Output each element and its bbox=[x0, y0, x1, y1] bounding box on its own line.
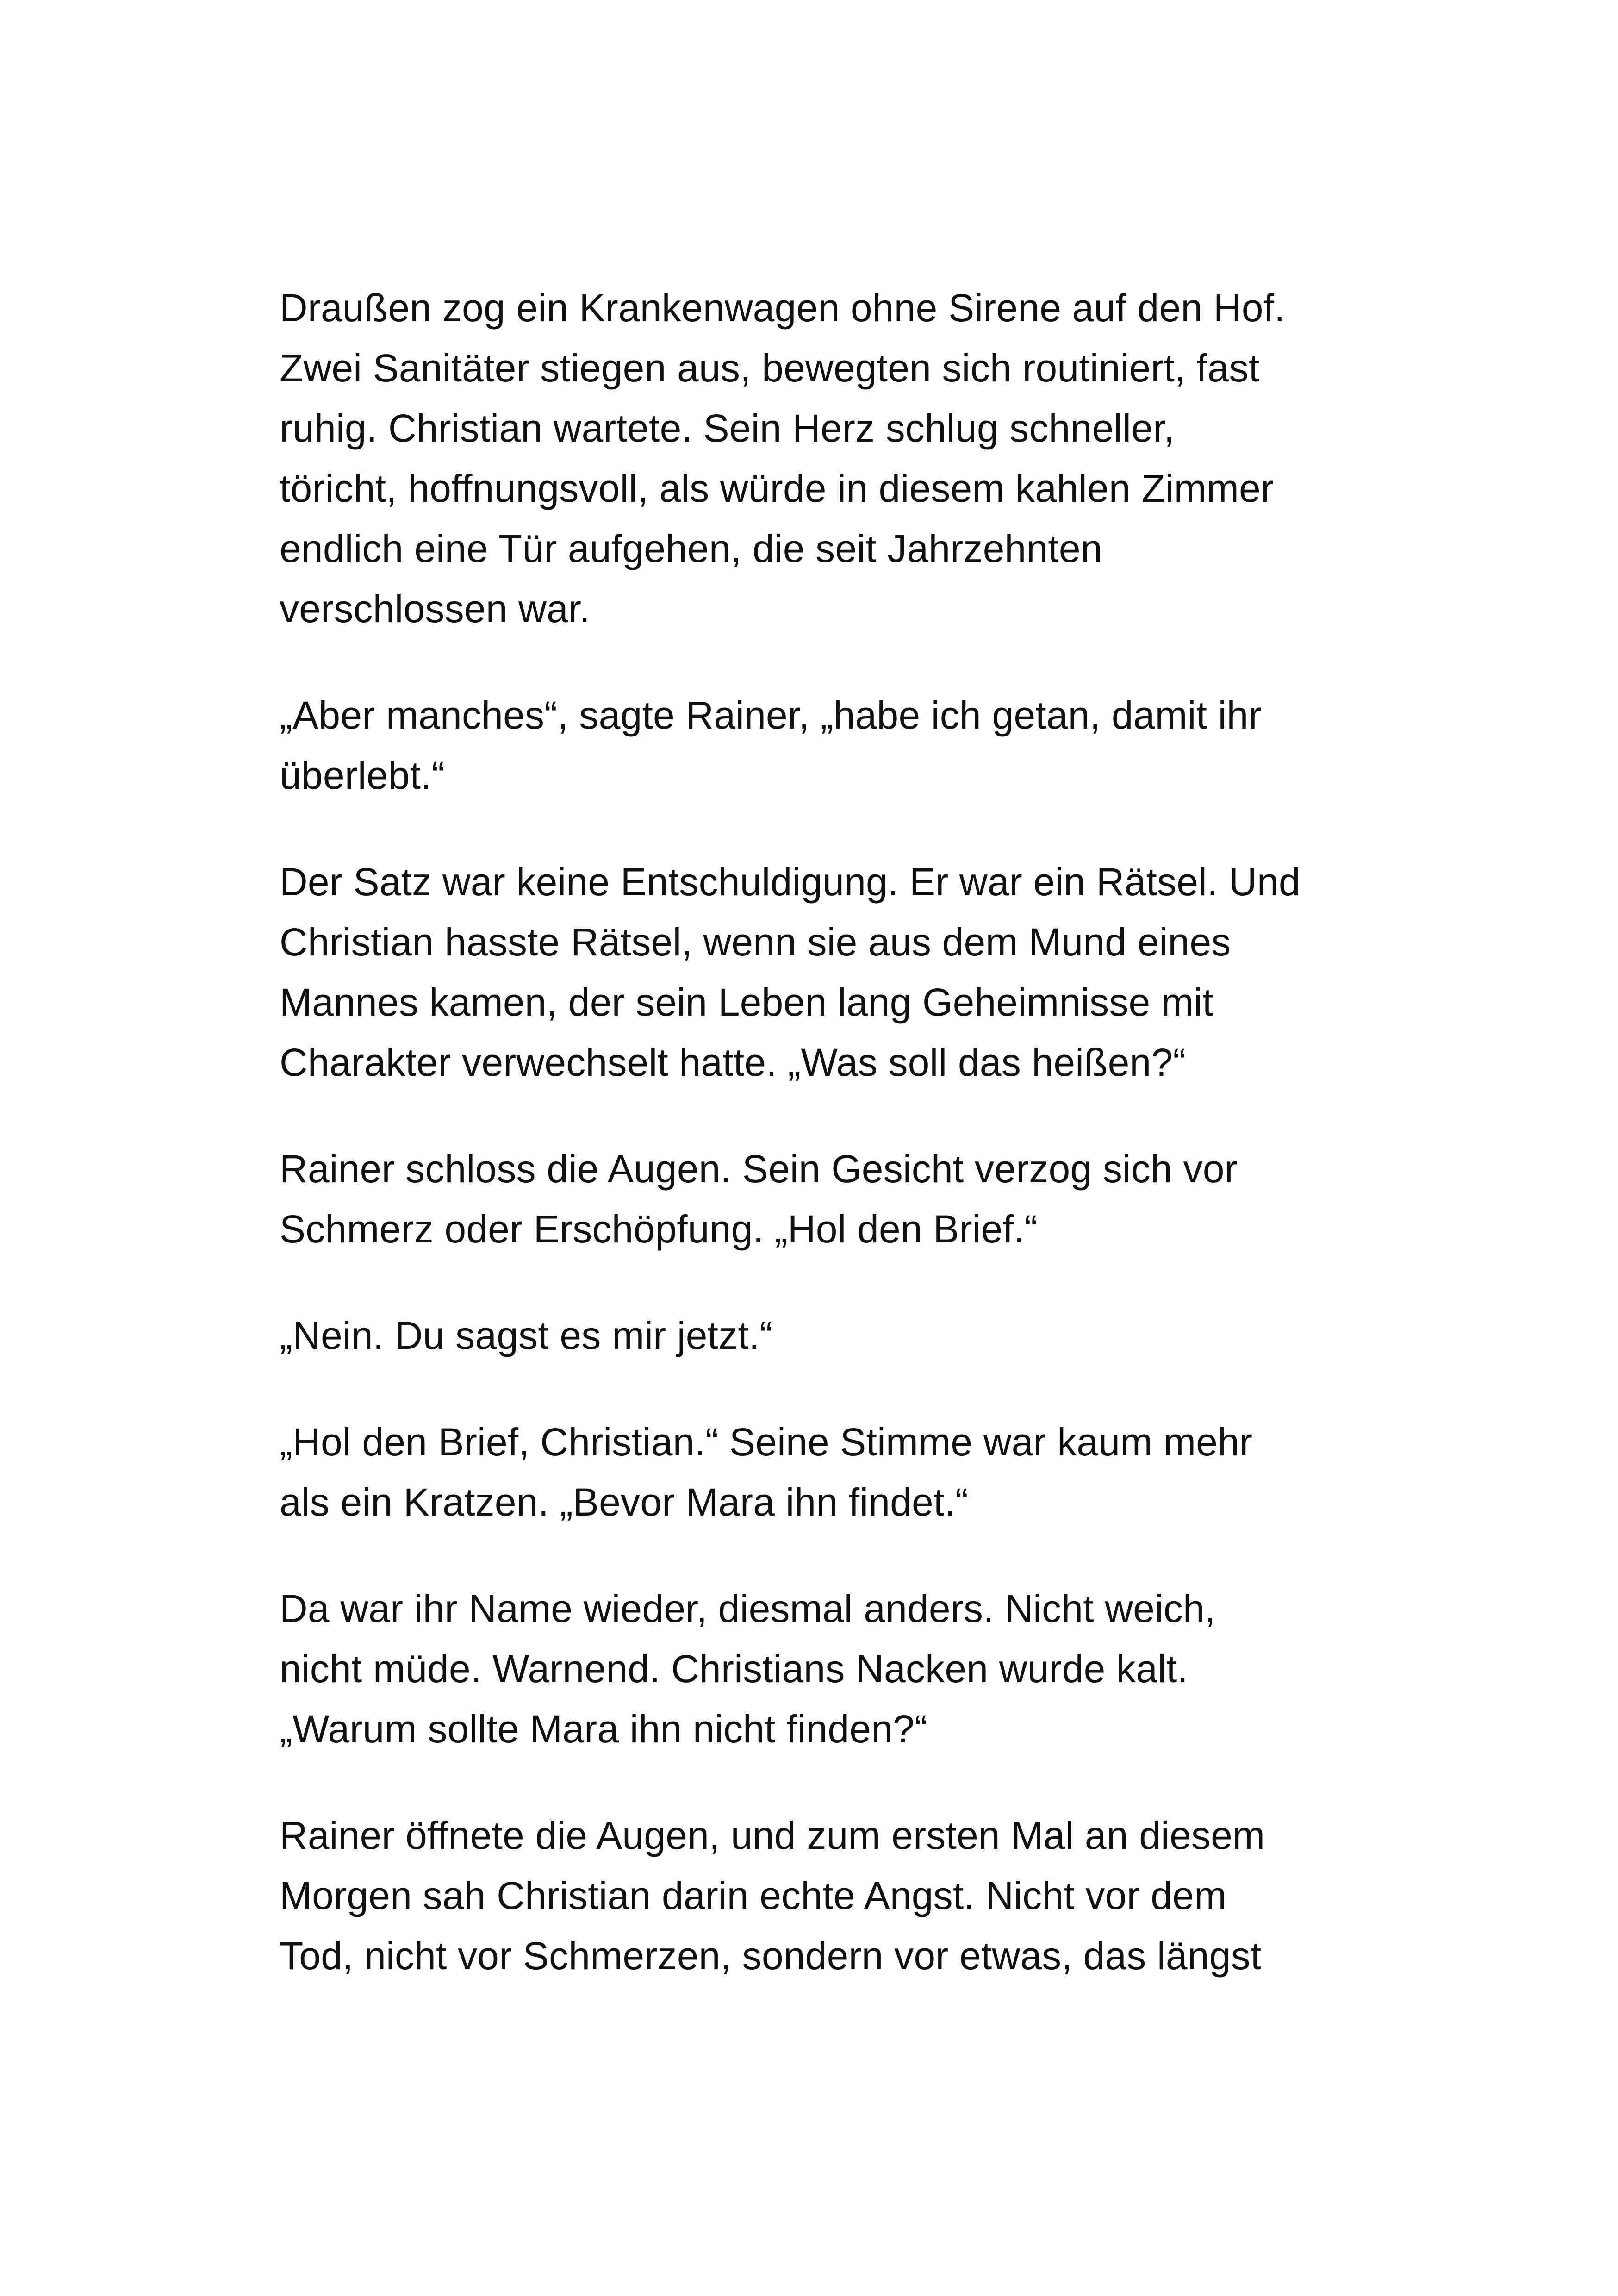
text-line: Der Satz war keine Entschuldigung. Er war ein Rätsel. Und bbox=[280, 860, 1301, 904]
text-line: töricht, hoffnungsvoll, als würde in diesem kahlen Zimmer bbox=[280, 467, 1274, 510]
text-line: Draußen zog ein Krankenwagen ohne Sirene auf den Hof. bbox=[280, 286, 1285, 330]
text-line: „Warum sollte Mara ihn nicht finden?“ bbox=[280, 1707, 928, 1751]
text-line: „Hol den Brief, Christian.“ Seine Stimme war kaum mehr bbox=[280, 1420, 1253, 1464]
text-line: endlich eine Tür aufgehen, die seit Jahrzehnten bbox=[280, 527, 1102, 570]
text-line: ruhig. Christian wartete. Sein Herz schlug schneller, bbox=[280, 406, 1175, 450]
text-line: überlebt.“ bbox=[280, 754, 445, 797]
text-line: verschlossen war. bbox=[280, 587, 591, 630]
text-line: Morgen sah Christian darin echte Angst. Nicht vor dem bbox=[280, 1874, 1227, 1917]
paragraph-1 bbox=[280, 278, 1358, 639]
text-line: Tod, nicht vor Schmerzen, sondern vor etwas, das längst bbox=[280, 1934, 1262, 1978]
text-line: „Nein. Du sagst es mir jetzt.“ bbox=[280, 1314, 773, 1357]
text-line: Schmerz oder Erschöpfung. „Hol den Brief.“ bbox=[280, 1207, 1038, 1251]
paragraph-6 bbox=[280, 1412, 1358, 1532]
paragraph-7 bbox=[280, 1578, 1358, 1759]
text-line: Charakter verwechselt hatte. „Was soll das heißen?“ bbox=[280, 1041, 1186, 1084]
paragraph-2 bbox=[280, 685, 1358, 805]
text-line: Da war ihr Name wieder, diesmal anders. Nicht weich, bbox=[280, 1587, 1216, 1630]
text-body bbox=[280, 278, 1358, 2032]
text-line: Rainer öffnete die Augen, und zum ersten Mal an diesem bbox=[280, 1814, 1265, 1857]
text-line: nicht müde. Warnend. Christians Nacken wurde kalt. bbox=[280, 1647, 1189, 1691]
text-line: Rainer schloss die Augen. Sein Gesicht verzog sich vor bbox=[280, 1147, 1238, 1191]
paragraph-8 bbox=[280, 1805, 1358, 1986]
paragraph-5 bbox=[280, 1305, 1358, 1366]
text-line: Mannes kamen, der sein Leben lang Geheimnisse mit bbox=[280, 980, 1214, 1024]
text-line: Zwei Sanitäter stiegen aus, bewegten sich routiniert, fast bbox=[280, 346, 1260, 390]
paragraph-4 bbox=[280, 1139, 1358, 1259]
text-line: „Aber manches“, sagte Rainer, „habe ich getan, damit ihr bbox=[280, 693, 1262, 737]
text-line: Christian hasste Rätsel, wenn sie aus dem Mund eines bbox=[280, 920, 1231, 964]
paragraph-3 bbox=[280, 852, 1358, 1092]
text-line: als ein Kratzen. „Bevor Mara ihn findet.“ bbox=[280, 1480, 969, 1524]
